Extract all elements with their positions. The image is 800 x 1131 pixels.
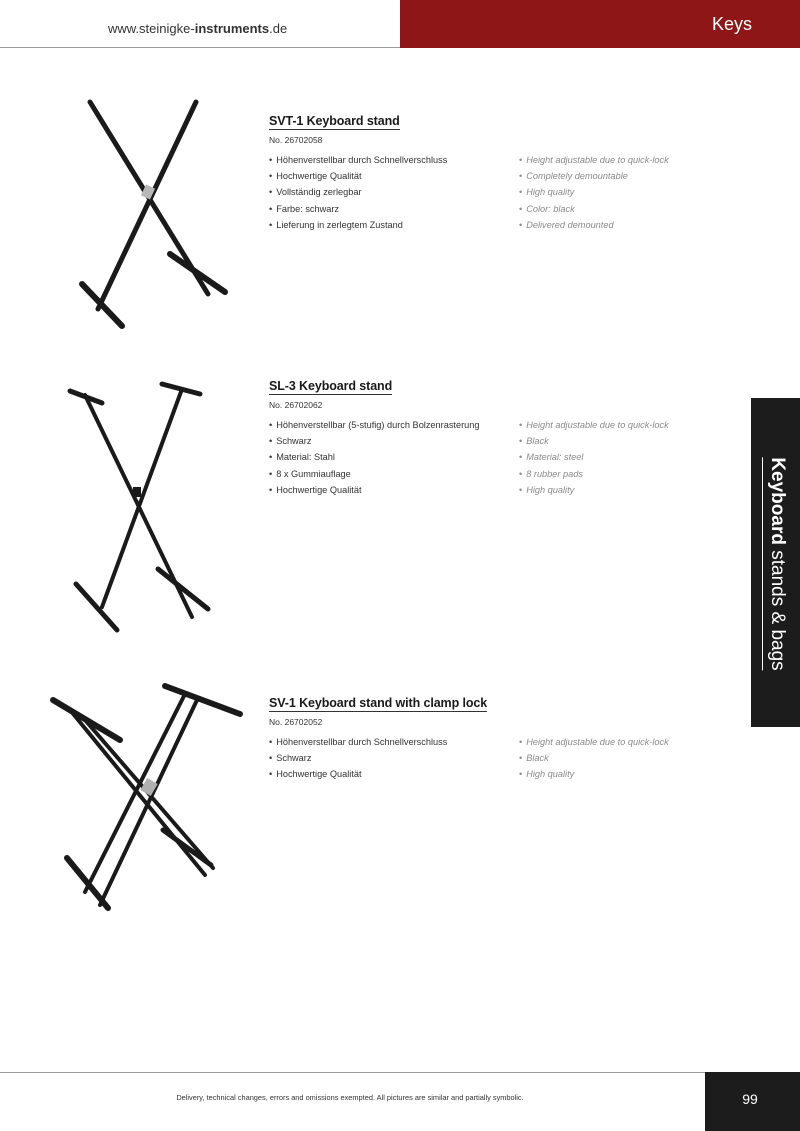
- product-number: No. 26702062: [269, 400, 323, 410]
- feature-item: • Schwarz: [269, 752, 509, 768]
- feature-item: • Height adjustable due to quick-lock: [519, 419, 739, 435]
- section-banner: [400, 0, 800, 48]
- keyboard-stand-image: [60, 379, 220, 639]
- feature-list-en: [519, 736, 739, 785]
- feature-item: • 8 rubber pads: [519, 468, 739, 484]
- product-title: SL-3 Keyboard stand: [269, 379, 393, 393]
- feature-item: • Schwarz: [269, 435, 509, 451]
- product-title: SVT-1 Keyboard stand: [269, 114, 400, 128]
- header-bar: [0, 0, 400, 48]
- keyboard-stand-image: [45, 680, 250, 930]
- feature-item: • Material: Stahl: [269, 451, 509, 467]
- feature-list-en: [519, 154, 739, 235]
- url-suffix: .de: [269, 21, 288, 36]
- feature-item: • High quality: [519, 484, 739, 500]
- page-number: 99: [742, 1091, 758, 1107]
- footer-divider: [0, 1072, 705, 1073]
- feature-item: • Lieferung in zerlegtem Zustand: [269, 219, 509, 235]
- feature-list-de: [269, 736, 509, 785]
- feature-item: • Black: [519, 752, 739, 768]
- keyboard-stand-image: [60, 94, 240, 334]
- feature-item: • Black: [519, 435, 739, 451]
- product-number: No. 26702052: [269, 717, 323, 727]
- chapter-tab-label: [762, 457, 788, 670]
- url-prefix: www.steinigke-: [108, 21, 195, 36]
- chapter-tab-bold: Keyboard: [767, 457, 788, 545]
- disclaimer-text: Delivery, technical changes, errors and omissions exempted. All pictures are similar and partially symbolic.: [176, 1093, 524, 1102]
- chapter-tab: [751, 398, 800, 727]
- feature-item: • High quality: [519, 768, 739, 784]
- product-title: SV-1 Keyboard stand with clamp lock: [269, 696, 488, 710]
- feature-item: • Completely demountable: [519, 170, 739, 186]
- feature-item: • Höhenverstellbar durch Schnellverschluss: [269, 736, 509, 752]
- feature-item: • 8 x Gummiauflage: [269, 468, 509, 484]
- feature-item: • Height adjustable due to quick-lock: [519, 154, 739, 170]
- feature-item: • Height adjustable due to quick-lock: [519, 736, 739, 752]
- url-bold: instruments: [194, 21, 270, 36]
- feature-item: • Hochwertige Qualität: [269, 170, 509, 186]
- feature-item: • Hochwertige Qualität: [269, 484, 509, 500]
- feature-list-de: [269, 154, 509, 235]
- feature-item: • Höhenverstellbar durch Schnellverschluss: [269, 154, 509, 170]
- chapter-tab-light: stands & bags: [767, 550, 788, 671]
- feature-item: • Vollständig zerlegbar: [269, 186, 509, 202]
- feature-item: • Höhenverstellbar (5-stufig) durch Bolzenrasterung: [269, 419, 509, 435]
- feature-item: • Farbe: schwarz: [269, 203, 509, 219]
- feature-item: • Delivered demounted: [519, 219, 739, 235]
- feature-item: • Material: steel: [519, 451, 739, 467]
- feature-list-de: [269, 419, 509, 500]
- feature-item: • High quality: [519, 186, 739, 202]
- feature-list-en: [519, 419, 739, 500]
- feature-item: • Hochwertige Qualität: [269, 768, 509, 784]
- product-number: No. 26702058: [269, 135, 323, 145]
- feature-item: • Color: black: [519, 203, 739, 219]
- page-number-box: [705, 1072, 800, 1131]
- site-url[interactable]: [108, 21, 287, 36]
- footer-disclaimer: [0, 1093, 800, 1102]
- section-title: Keys: [711, 14, 752, 34]
